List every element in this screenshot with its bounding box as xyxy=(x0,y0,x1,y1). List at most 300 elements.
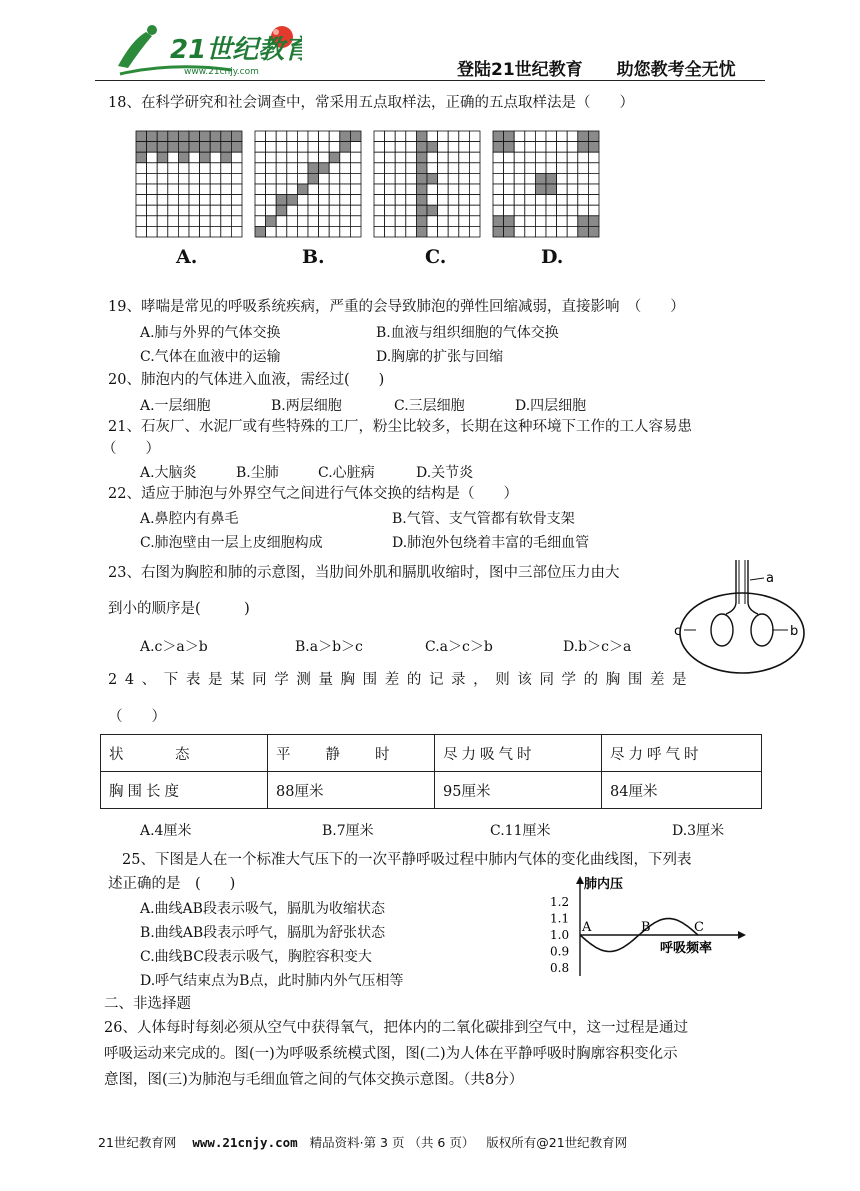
grid-cell xyxy=(578,205,589,216)
grid-cell xyxy=(319,205,330,216)
q22-option-b: B.气管、支气管都有软骨支架 xyxy=(392,511,575,527)
grid-cell xyxy=(406,131,417,142)
grid-cell xyxy=(567,205,578,216)
q18-grid-a xyxy=(135,130,243,242)
grid-cell xyxy=(276,205,287,216)
grid-cell xyxy=(189,205,200,216)
q22-text: 22、适应于肺泡与外界空气之间进行气体交换的结构是（ ） xyxy=(108,486,518,502)
grid-cell xyxy=(578,152,589,163)
grid-cell xyxy=(178,173,189,184)
grid-cell xyxy=(525,184,536,195)
grid-cell xyxy=(385,184,396,195)
grid-cell xyxy=(136,131,147,142)
grid-cell xyxy=(427,142,438,153)
grid-cell xyxy=(297,205,308,216)
grid-cell xyxy=(297,142,308,153)
grid-cell xyxy=(329,195,340,206)
grid-cell xyxy=(147,184,158,195)
grid-cell xyxy=(221,142,232,153)
grid-cell xyxy=(535,184,546,195)
grid-cell xyxy=(147,131,158,142)
grid-cell xyxy=(459,163,470,174)
grid-cell xyxy=(395,195,406,206)
grid-cell xyxy=(157,216,168,227)
grid-cell xyxy=(329,131,340,142)
grid-cell xyxy=(525,226,536,237)
site-logo xyxy=(112,22,302,80)
grid-cell xyxy=(329,163,340,174)
grid-cell xyxy=(266,216,277,227)
grid-cell xyxy=(136,205,147,216)
grid-cell xyxy=(297,131,308,142)
grid-cell xyxy=(578,216,589,227)
grid-cell xyxy=(329,226,340,237)
grid-cell xyxy=(588,173,599,184)
grid-cell xyxy=(221,173,232,184)
grid-cell xyxy=(308,226,319,237)
q18-text: 18、在科学研究和社会调查中，常采用五点取样法，正确的五点取样法是（ ） xyxy=(108,95,634,111)
grid-cell xyxy=(504,163,515,174)
footer-page: 精品资料·第 3 页 （共 6 页） xyxy=(309,1135,475,1150)
grid-cell xyxy=(578,226,589,237)
grid-cell xyxy=(147,142,158,153)
grid-cell xyxy=(469,163,480,174)
grid-cell xyxy=(588,226,599,237)
grid-cell xyxy=(147,216,158,227)
grid-cell xyxy=(374,163,385,174)
q18-label-c: C. xyxy=(425,246,447,268)
grid-cell xyxy=(178,195,189,206)
grid-cell xyxy=(189,184,200,195)
grid-cell xyxy=(448,142,459,153)
grid-cell xyxy=(329,142,340,153)
grid-cell xyxy=(395,142,406,153)
grid-cell xyxy=(374,195,385,206)
grid-cell xyxy=(329,184,340,195)
grid-cell xyxy=(276,195,287,206)
q23-label-b: b xyxy=(790,624,799,639)
grid-cell xyxy=(221,152,232,163)
grid-cell xyxy=(157,163,168,174)
grid-cell xyxy=(200,163,211,174)
table-cell: 88厘米 xyxy=(268,772,435,809)
grid-cell xyxy=(385,205,396,216)
grid-cell xyxy=(406,216,417,227)
grid-cell xyxy=(374,142,385,153)
grid-cell xyxy=(287,195,298,206)
grid-cell xyxy=(385,216,396,227)
grid-cell xyxy=(588,216,599,227)
grid-cell xyxy=(147,152,158,163)
grid-cell xyxy=(374,205,385,216)
grid-cell xyxy=(136,173,147,184)
grid-cell xyxy=(514,142,525,153)
grid-cell xyxy=(308,163,319,174)
grid-cell xyxy=(448,216,459,227)
grid-cell xyxy=(493,173,504,184)
grid-cell xyxy=(287,205,298,216)
grid-cell xyxy=(319,142,330,153)
grid-cell xyxy=(231,205,242,216)
grid-cell xyxy=(136,152,147,163)
grid-cell xyxy=(178,205,189,216)
q18-label-a: A. xyxy=(176,246,198,268)
grid-cell xyxy=(493,131,504,142)
grid-cell xyxy=(546,173,557,184)
grid-cell xyxy=(276,142,287,153)
q18-label-d: D. xyxy=(541,246,564,268)
grid-cell xyxy=(350,226,361,237)
table-cell: 胸围长度 xyxy=(101,772,268,809)
grid-cell xyxy=(168,142,179,153)
grid-cell xyxy=(525,195,536,206)
grid-cell xyxy=(567,195,578,206)
q19-option-c: C.气体在血液中的运输 xyxy=(140,349,281,365)
grid-cell xyxy=(266,226,277,237)
table-cell: 84厘米 xyxy=(602,772,762,809)
grid-cell xyxy=(308,142,319,153)
grid-cell xyxy=(525,152,536,163)
grid-cell xyxy=(340,195,351,206)
grid-cell xyxy=(557,195,568,206)
grid-cell xyxy=(567,152,578,163)
grid-cell xyxy=(287,131,298,142)
grid-cell xyxy=(231,152,242,163)
grid-cell xyxy=(255,184,266,195)
grid-cell xyxy=(535,142,546,153)
grid-cell xyxy=(210,152,221,163)
grid-cell xyxy=(525,131,536,142)
grid-cell xyxy=(231,216,242,227)
chart-ytick-label: 1.1 xyxy=(550,911,570,926)
grid-cell xyxy=(416,205,427,216)
grid-cell xyxy=(266,131,277,142)
grid-cell xyxy=(427,163,438,174)
q25-text-2: 述正确的是 ( ) xyxy=(108,876,236,892)
q24-paren: （ ） xyxy=(108,709,166,725)
grid-cell xyxy=(504,131,515,142)
grid-cell xyxy=(255,131,266,142)
grid-cell xyxy=(395,163,406,174)
q23-option-d: D.b＞c＞a xyxy=(563,639,632,655)
grid-cell xyxy=(469,216,480,227)
grid-cell xyxy=(147,173,158,184)
grid-cell xyxy=(535,173,546,184)
grid-cell xyxy=(395,226,406,237)
grid-cell xyxy=(329,205,340,216)
grid-cell xyxy=(276,131,287,142)
grid-cell xyxy=(448,184,459,195)
grid-cell xyxy=(514,152,525,163)
grid-cell xyxy=(588,184,599,195)
grid-cell xyxy=(567,173,578,184)
q21-option-a: A.大脑炎 xyxy=(140,465,197,481)
grid-cell xyxy=(459,226,470,237)
grid-cell xyxy=(525,173,536,184)
grid-cell xyxy=(200,131,211,142)
q23-label-a: a xyxy=(766,571,774,586)
grid-cell xyxy=(504,142,515,153)
grid-cell xyxy=(588,205,599,216)
grid-cell xyxy=(147,163,158,174)
grid-cell xyxy=(319,173,330,184)
grid-cell xyxy=(459,216,470,227)
grid-cell xyxy=(448,195,459,206)
grid-cell xyxy=(210,216,221,227)
q24-option-d: D.3厘米 xyxy=(672,823,725,839)
grid-cell xyxy=(459,173,470,184)
q22-option-c: C.肺泡壁由一层上皮细胞构成 xyxy=(140,535,323,551)
q24-option-c: C.11厘米 xyxy=(490,823,551,839)
grid-cell xyxy=(514,195,525,206)
grid-cell xyxy=(350,152,361,163)
grid-cell xyxy=(340,184,351,195)
grid-cell xyxy=(504,173,515,184)
grid-cell xyxy=(448,173,459,184)
grid-cell xyxy=(168,226,179,237)
q25-option-c: C.曲线BC段表示吸气，胸腔容积变大 xyxy=(140,949,372,965)
grid-cell xyxy=(308,216,319,227)
grid-cell xyxy=(189,142,200,153)
grid-cell xyxy=(385,142,396,153)
grid-cell xyxy=(308,205,319,216)
grid-cell xyxy=(525,205,536,216)
grid-cell xyxy=(136,195,147,206)
grid-cell xyxy=(287,216,298,227)
grid-cell xyxy=(567,163,578,174)
grid-cell xyxy=(504,152,515,163)
grid-cell xyxy=(385,152,396,163)
grid-cell xyxy=(427,216,438,227)
grid-cell xyxy=(578,131,589,142)
grid-cell xyxy=(493,142,504,153)
grid-cell xyxy=(416,173,427,184)
grid-cell xyxy=(340,205,351,216)
grid-cell xyxy=(210,205,221,216)
grid-cell xyxy=(297,216,308,227)
grid-cell xyxy=(374,216,385,227)
q23-option-c: C.a＞c＞b xyxy=(425,639,493,655)
grid-cell xyxy=(535,195,546,206)
grid-cell xyxy=(557,152,568,163)
q24-table xyxy=(100,734,762,809)
q19-option-a: A.肺与外界的气体交换 xyxy=(140,325,281,341)
table-header-cell: 尽力吸气时 xyxy=(435,735,602,772)
grid-cell xyxy=(189,163,200,174)
grid-cell xyxy=(340,163,351,174)
grid-cell xyxy=(567,226,578,237)
grid-cell xyxy=(319,216,330,227)
grid-cell xyxy=(448,205,459,216)
table-header-cell: 尽力呼气时 xyxy=(602,735,762,772)
grid-cell xyxy=(350,205,361,216)
grid-cell xyxy=(395,205,406,216)
chart-ytick-label: 1.2 xyxy=(550,895,570,909)
grid-cell xyxy=(493,216,504,227)
grid-cell xyxy=(546,205,557,216)
q23-option-b: B.a＞b＞c xyxy=(295,639,363,655)
grid-cell xyxy=(147,205,158,216)
q18-grid-d xyxy=(492,130,600,242)
grid-cell xyxy=(340,226,351,237)
grid-cell xyxy=(459,184,470,195)
grid-cell xyxy=(588,142,599,153)
q18-grid-c xyxy=(373,130,481,242)
grid-cell xyxy=(340,142,351,153)
section2-title: 二、非选择题 xyxy=(104,996,191,1012)
grid-cell xyxy=(210,142,221,153)
grid-cell xyxy=(588,195,599,206)
q23-thorax-diagram xyxy=(672,558,812,678)
page-footer xyxy=(98,1133,627,1151)
grid-cell xyxy=(416,216,427,227)
grid-cell xyxy=(406,173,417,184)
grid-cell xyxy=(178,226,189,237)
chart-ytick-label: 1.0 xyxy=(550,928,570,942)
table-header-cell: 状 态 xyxy=(101,735,268,772)
grid-cell xyxy=(189,195,200,206)
footer-url[interactable]: www.21cnjy.com xyxy=(192,1135,298,1150)
grid-cell xyxy=(374,184,385,195)
grid-cell xyxy=(416,152,427,163)
grid-cell xyxy=(231,131,242,142)
q20-option-d: D.四层细胞 xyxy=(515,398,587,414)
grid-cell xyxy=(221,226,232,237)
grid-cell xyxy=(546,195,557,206)
grid-cell xyxy=(200,142,211,153)
grid-cell xyxy=(329,216,340,227)
grid-cell xyxy=(438,173,449,184)
q18-label-b: B. xyxy=(302,246,325,268)
grid-cell xyxy=(438,131,449,142)
grid-cell xyxy=(416,226,427,237)
grid-cell xyxy=(319,195,330,206)
grid-cell xyxy=(567,142,578,153)
grid-cell xyxy=(406,184,417,195)
grid-cell xyxy=(287,142,298,153)
grid-cell xyxy=(448,152,459,163)
grid-cell xyxy=(557,184,568,195)
grid-cell xyxy=(266,163,277,174)
grid-cell xyxy=(427,226,438,237)
grid-cell xyxy=(504,184,515,195)
grid-cell xyxy=(448,163,459,174)
grid-cell xyxy=(319,131,330,142)
grid-cell xyxy=(406,142,417,153)
chart-ytick-label: 0.8 xyxy=(550,961,570,975)
grid-cell xyxy=(266,152,277,163)
q24-text: 24、下表是某同学测量胸围差的记录，则该同学的胸围差是 xyxy=(108,672,695,688)
chart-ytick-label: 0.9 xyxy=(550,944,570,959)
grid-cell xyxy=(374,131,385,142)
grid-cell xyxy=(210,131,221,142)
grid-cell xyxy=(297,226,308,237)
q22-option-a: A.鼻腔内有鼻毛 xyxy=(140,511,239,527)
grid-cell xyxy=(255,205,266,216)
grid-cell xyxy=(546,152,557,163)
grid-cell xyxy=(427,195,438,206)
grid-cell xyxy=(231,195,242,206)
grid-cell xyxy=(231,142,242,153)
grid-cell xyxy=(168,152,179,163)
grid-cell xyxy=(469,142,480,153)
grid-cell xyxy=(385,226,396,237)
grid-cell xyxy=(438,152,449,163)
grid-cell xyxy=(168,195,179,206)
grid-cell xyxy=(255,152,266,163)
grid-cell xyxy=(350,142,361,153)
grid-cell xyxy=(231,163,242,174)
grid-cell xyxy=(438,163,449,174)
q25-pressure-chart xyxy=(548,872,748,984)
grid-cell xyxy=(157,152,168,163)
chart-y-arrow xyxy=(576,876,584,884)
grid-cell xyxy=(395,173,406,184)
grid-cell xyxy=(493,184,504,195)
grid-cell xyxy=(514,184,525,195)
grid-cell xyxy=(297,184,308,195)
slogan-1: 登陆21世纪教育 xyxy=(457,60,583,80)
grid-cell xyxy=(147,226,158,237)
q21-paren: （ ） xyxy=(102,441,160,457)
grid-cell xyxy=(567,131,578,142)
grid-cell xyxy=(340,131,351,142)
grid-cell xyxy=(514,205,525,216)
table-header-cell: 平 静 时 xyxy=(268,735,435,772)
q23-option-a: A.c＞a＞b xyxy=(140,639,208,655)
header-slogan xyxy=(457,55,764,80)
grid-cell xyxy=(200,173,211,184)
grid-cell xyxy=(276,184,287,195)
grid-cell xyxy=(514,216,525,227)
grid-cell xyxy=(469,226,480,237)
grid-cell xyxy=(438,205,449,216)
grid-cell xyxy=(221,163,232,174)
grid-cell xyxy=(493,195,504,206)
grid-cell xyxy=(168,163,179,174)
grid-cell xyxy=(136,184,147,195)
grid-cell xyxy=(231,226,242,237)
q19-option-b: B.血液与组织细胞的气体交换 xyxy=(376,325,559,341)
grid-cell xyxy=(168,184,179,195)
table-row xyxy=(101,772,762,809)
grid-cell xyxy=(266,205,277,216)
chart-x-arrow xyxy=(738,931,746,939)
grid-cell xyxy=(374,152,385,163)
grid-cell xyxy=(578,142,589,153)
grid-cell xyxy=(535,205,546,216)
grid-cell xyxy=(147,195,158,206)
grid-cell xyxy=(427,184,438,195)
grid-cell xyxy=(535,163,546,174)
grid-cell xyxy=(189,152,200,163)
grid-cell xyxy=(210,163,221,174)
grid-cell xyxy=(210,195,221,206)
grid-cell xyxy=(578,184,589,195)
grid-cell xyxy=(266,184,277,195)
grid-cell xyxy=(427,131,438,142)
grid-cell xyxy=(525,142,536,153)
grid-cell xyxy=(350,184,361,195)
grid-cell xyxy=(157,195,168,206)
grid-cell xyxy=(416,184,427,195)
grid-cell xyxy=(221,216,232,227)
grid-cell xyxy=(557,226,568,237)
grid-cell xyxy=(546,163,557,174)
grid-cell xyxy=(469,131,480,142)
grid-cell xyxy=(459,131,470,142)
grid-cell xyxy=(416,163,427,174)
